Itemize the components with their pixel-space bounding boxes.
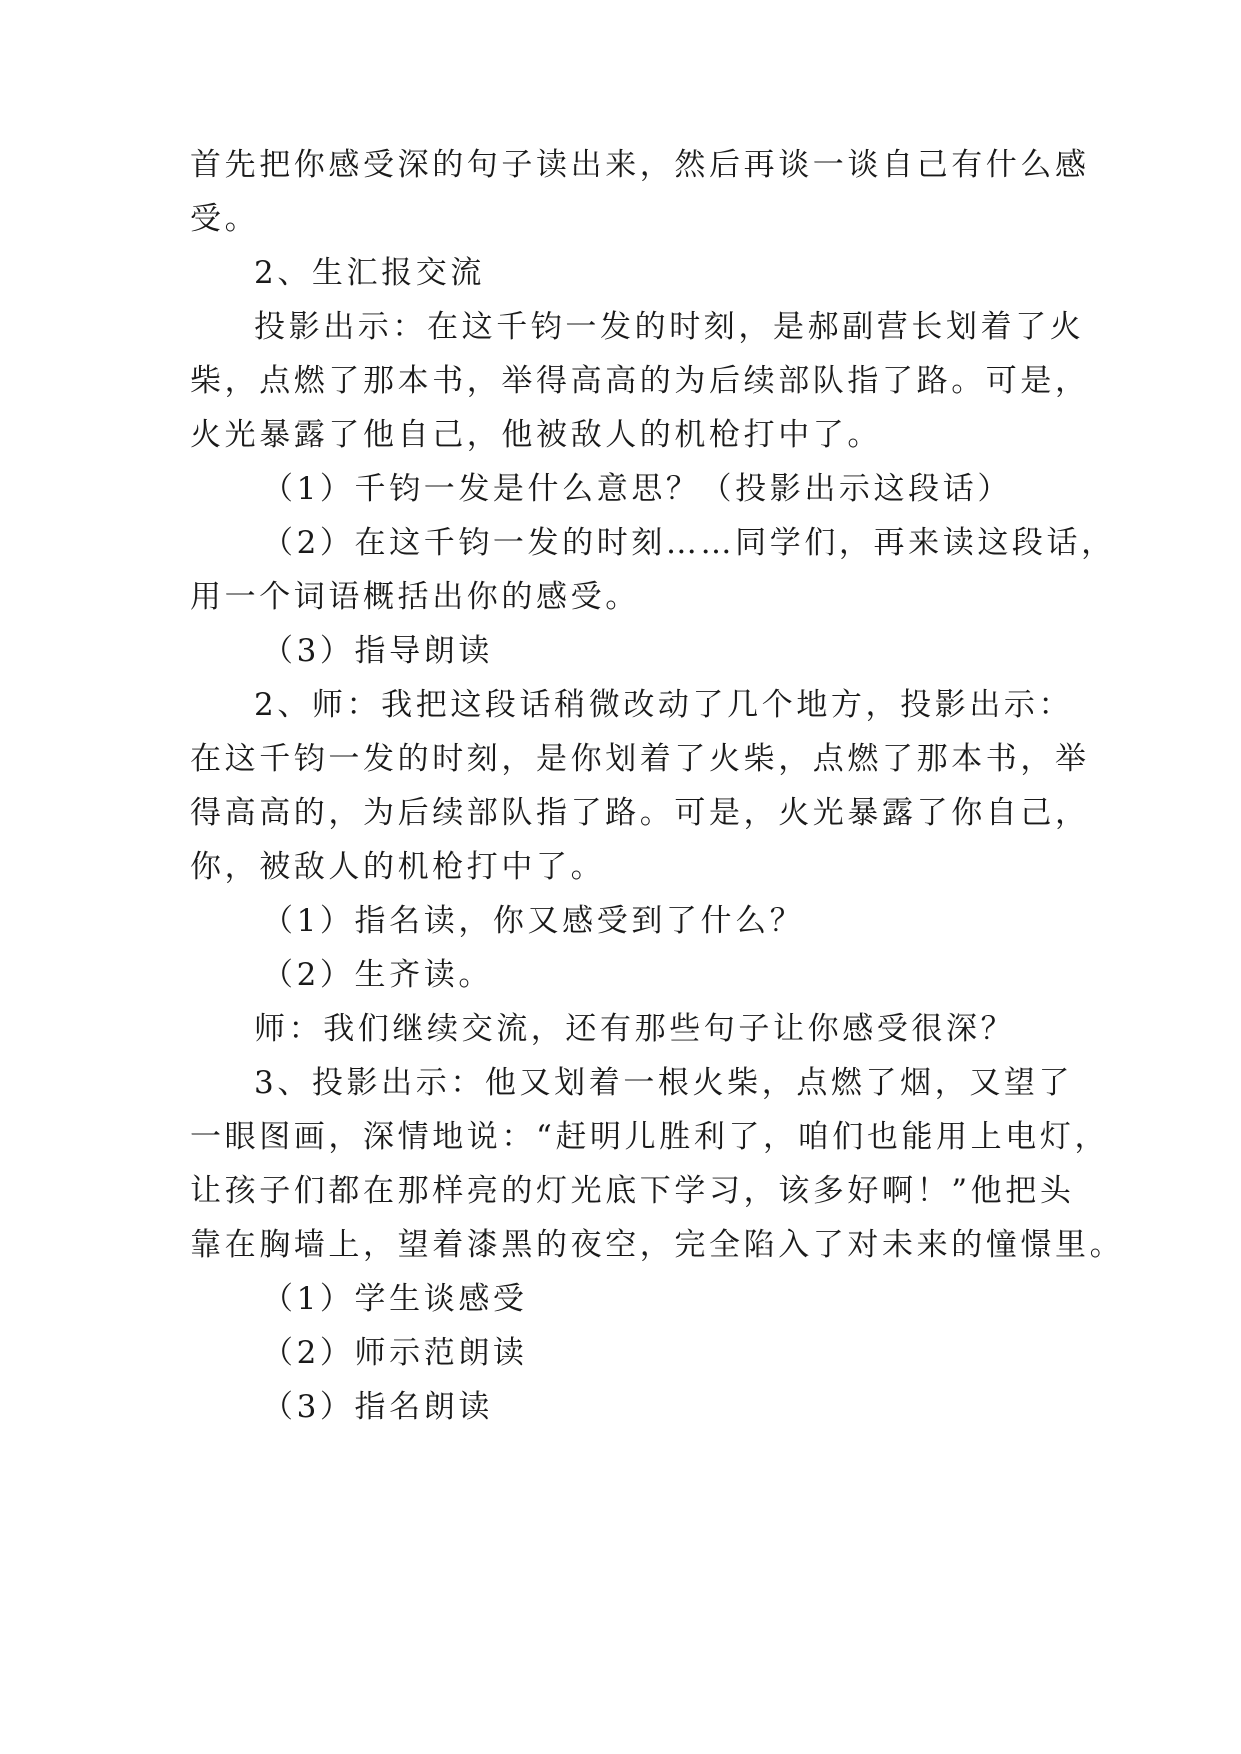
text-line: 一眼图画，深情地说：“赶明儿胜利了，咱们也能用上电灯，: [190, 1119, 1110, 1155]
text-line: 2、师：我把这段话稍微改动了几个地方，投影出示：: [254, 687, 1074, 723]
text-line: 柴，点燃了那本书，举得高高的为后续部队指了路。可是，: [190, 363, 1090, 399]
text-line: （2）生齐读。: [262, 957, 493, 993]
text-line: 在这千钧一发的时刻，是你划着了火柴，点燃了那本书，举: [190, 741, 1090, 777]
text-line: 火光暴露了他自己，他被敌人的机枪打中了。: [190, 417, 882, 453]
text-line: 靠在胸墙上，望着漆黑的夜空，完全陷入了对未来的憧憬里。: [190, 1227, 1125, 1263]
text-line: （1）指名读，你又感受到了什么？: [262, 903, 805, 939]
text-line: （2）在这千钧一发的时刻……同学们，再来读这段话，: [262, 525, 1116, 561]
text-line: 受。: [190, 201, 260, 237]
text-line: （3）指导朗读: [262, 633, 493, 669]
text-line: （1）千钧一发是什么意思？（投影出示这段话）: [262, 471, 1012, 507]
text-line: 用一个词语概括出你的感受。: [190, 579, 640, 615]
text-line: 师：我们继续交流，还有那些句子让你感受很深？: [254, 1011, 1016, 1047]
text-line: （2）师示范朗读: [262, 1335, 528, 1371]
text-line: （1）学生谈感受: [262, 1281, 528, 1317]
text-line: 让孩子们都在那样亮的灯光底下学习，该多好啊！”他把头: [190, 1173, 1075, 1209]
text-line: 首先把你感受深的句子读出来，然后再谈一谈自己有什么感: [190, 147, 1090, 183]
text-line: 投影出示：在这千钧一发的时刻，是郝副营长划着了火: [254, 309, 1085, 345]
text-line: 2、生汇报交流: [254, 255, 485, 291]
text-line: 3、投影出示：他又划着一根火柴，点燃了烟，又望了: [254, 1065, 1074, 1101]
text-line: 得高高的，为后续部队指了路。可是，火光暴露了你自己，: [190, 795, 1090, 831]
text-line: （3）指名朗读: [262, 1389, 493, 1425]
text-line: 你，被敌人的机枪打中了。: [190, 849, 606, 885]
